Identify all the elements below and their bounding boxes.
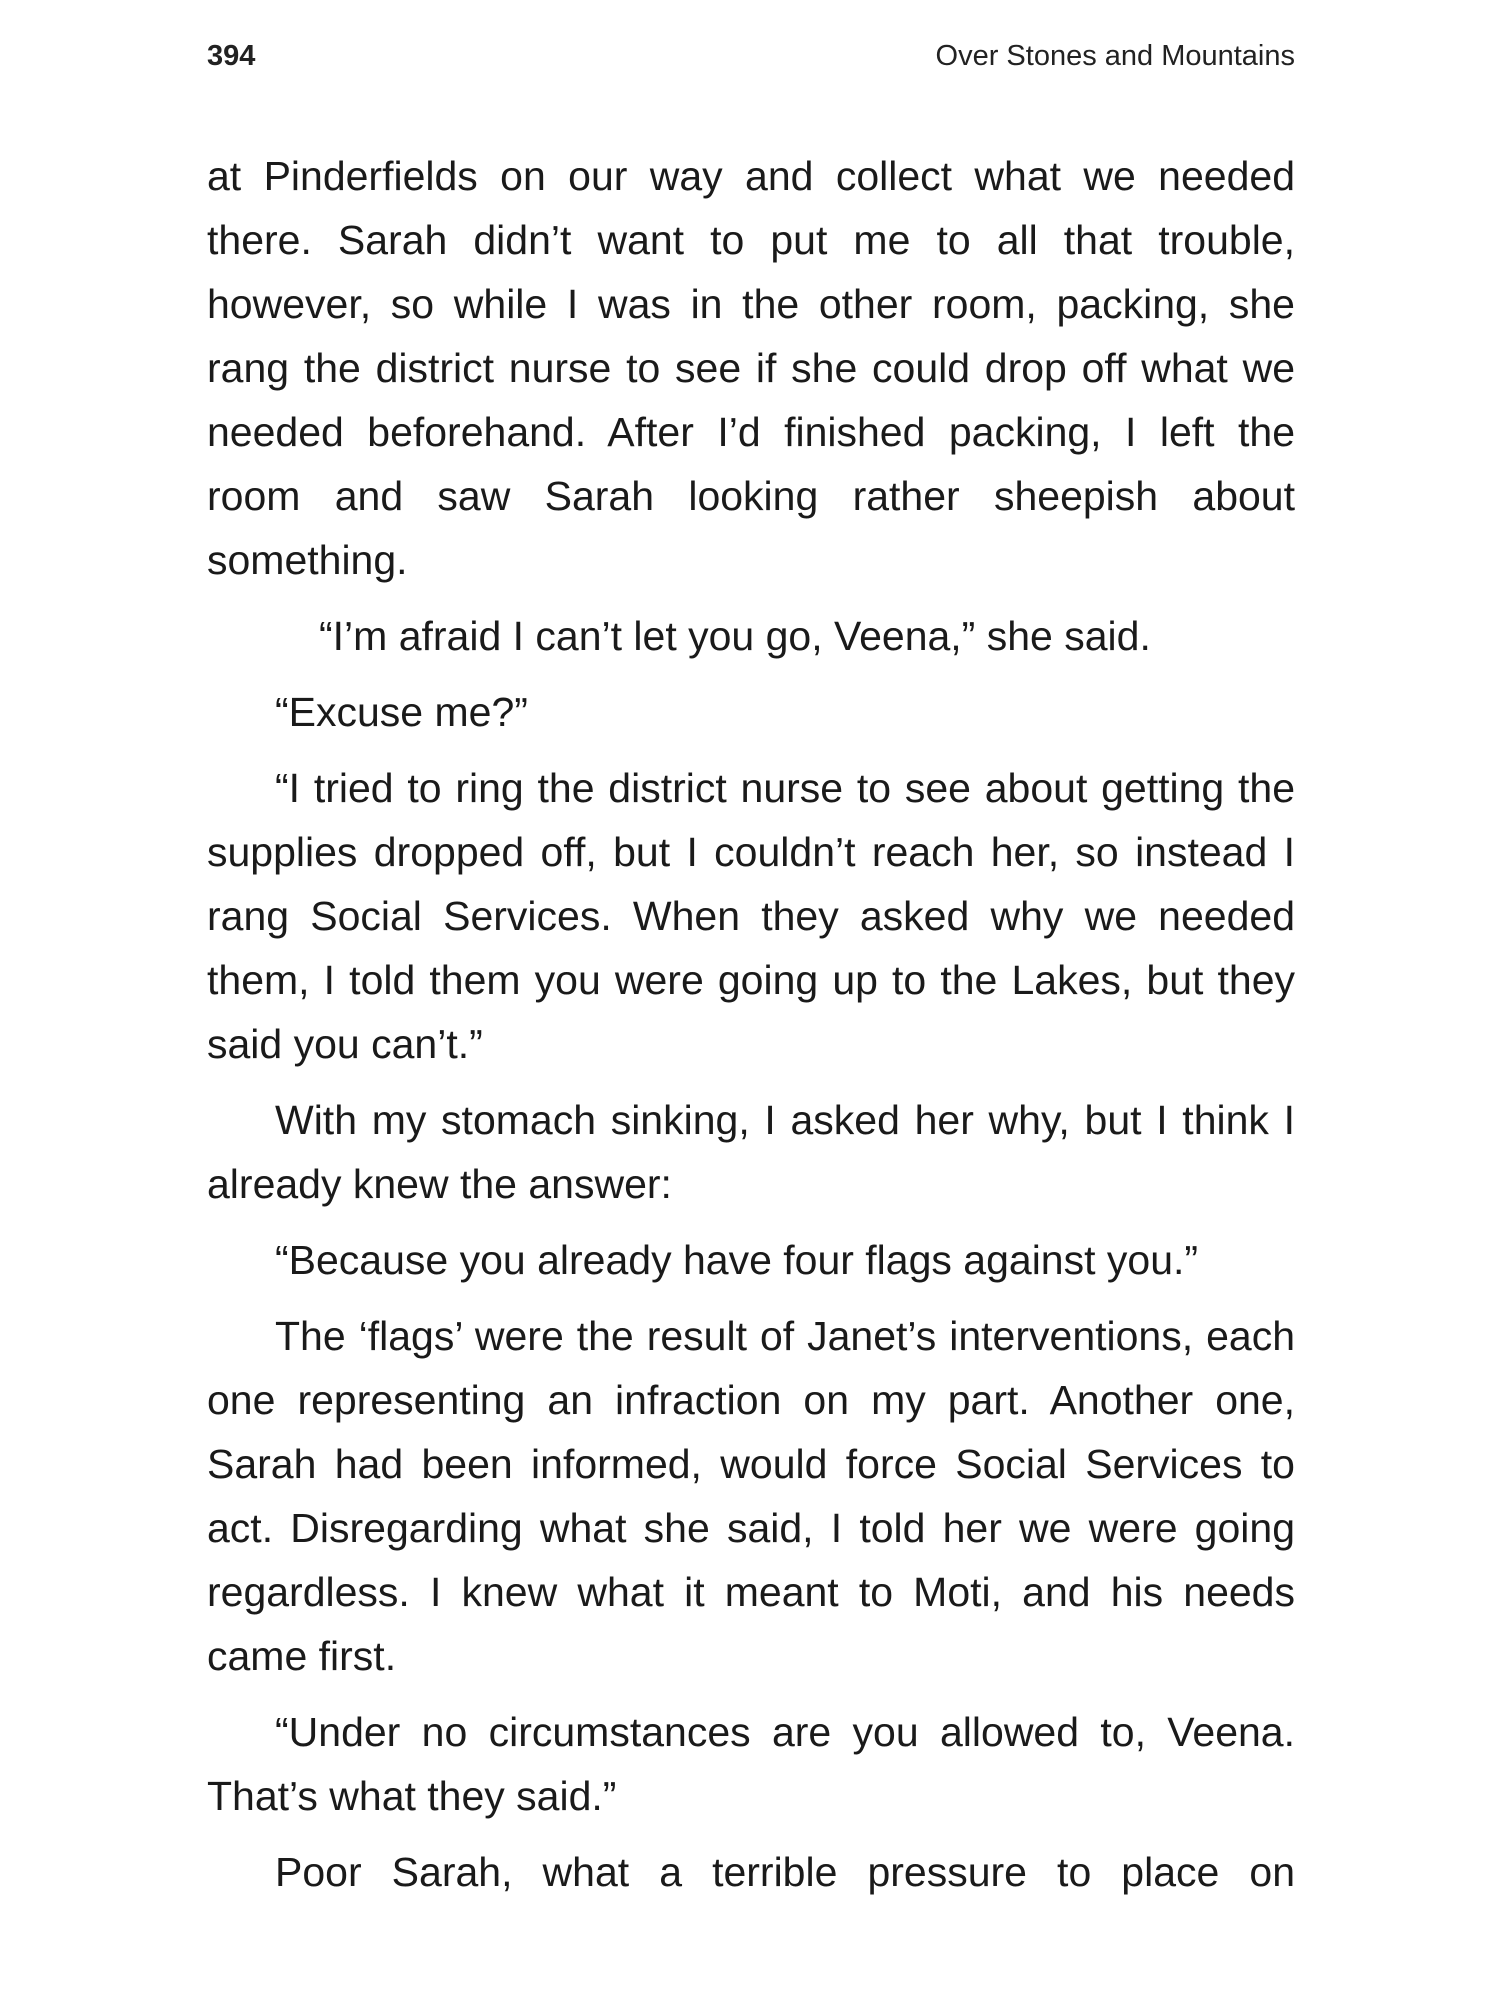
book-title: Over Stones and Mountains	[935, 40, 1295, 72]
paragraph-3: “Excuse me?”	[275, 689, 528, 735]
page-number: 394	[207, 40, 256, 72]
body-text	[207, 144, 1295, 1904]
paragraph-9: Poor Sarah, what a terrible pressure to place on	[275, 1849, 1295, 1895]
running-head	[207, 36, 1295, 76]
paragraph-2: “I’m afraid I can’t let you go, Veena,” she said.	[319, 613, 1151, 659]
paragraph-7: The ‘flags’ were the result of Janet’s interventions, each one representing an infraction on my part. Another one, Sarah had been informed, would force Social Services to act. Disregarding what she said, I told her we were going regardless. I knew what it meant to Moti, and his needs came first.	[207, 1313, 1295, 1679]
paragraph-4: “I tried to ring the district nurse to see about getting the supplies dropped off, but I couldn’t reach her, so instead I rang Social Services. When they asked why we needed them, I told them you were going up to the Lakes, but they said you can’t.”	[207, 765, 1295, 1067]
paragraph-6: “Because you already have four flags against you.”	[275, 1237, 1199, 1283]
paragraph-8: “Under no circumstances are you allowed to, Veena. That’s what they said.”	[207, 1709, 1295, 1819]
paragraph-5: With my stomach sinking, I asked her why, but I think I already knew the answer:	[207, 1097, 1295, 1207]
paragraph-1: at Pinderfields on our way and collect what we needed there. Sarah didn’t want to put me to all that trouble, however, so while I was in the other room, packing, she rang the district nurse to see if she could drop off what we needed beforehand. After I’d finished packing, I left the room and saw Sarah looking rather sheepish about something.	[207, 153, 1295, 583]
